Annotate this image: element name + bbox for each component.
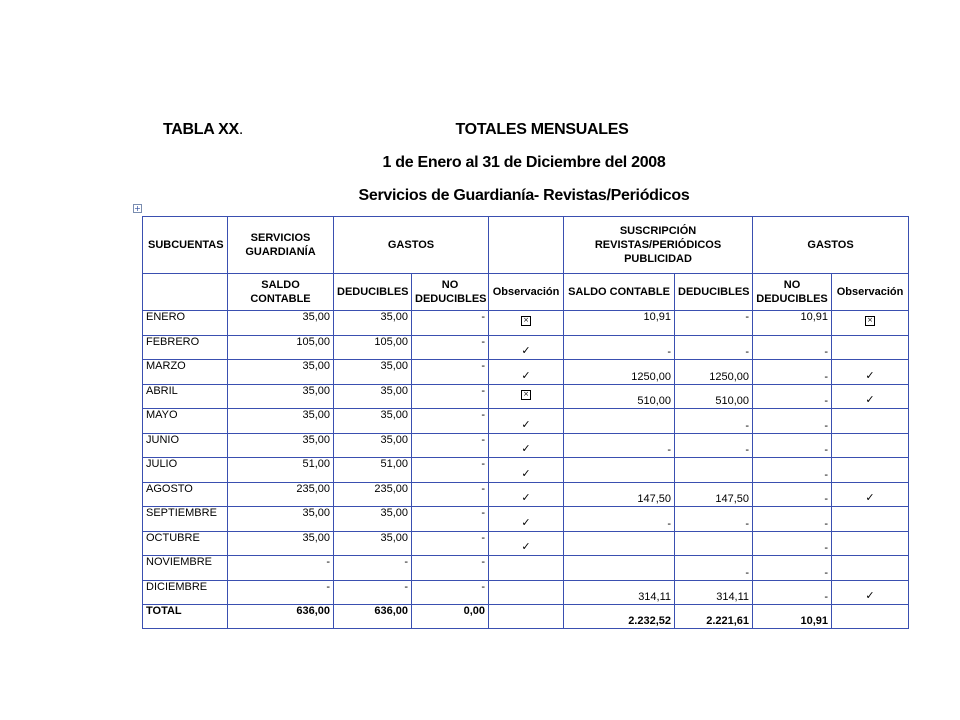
deducibles-1-cell: 35,00 bbox=[334, 311, 412, 336]
month-cell: ABRIL bbox=[143, 384, 228, 409]
check-mark-icon: ✓ bbox=[521, 368, 531, 382]
deducibles-2-cell: - bbox=[675, 433, 753, 458]
col-header-no-deducibles-1: NO DEDUCIBLES bbox=[412, 274, 489, 311]
blank-header-cell bbox=[489, 217, 564, 274]
col-header-observacion-2: Observación bbox=[832, 274, 909, 311]
check-mark-icon: ✓ bbox=[865, 589, 875, 602]
month-cell: AGOSTO bbox=[143, 482, 228, 507]
saldo-contable-2-cell: - bbox=[564, 507, 675, 532]
observacion-2-cell bbox=[832, 556, 909, 581]
observacion-2-cell bbox=[832, 580, 909, 605]
deducibles-1-cell: 235,00 bbox=[334, 482, 412, 507]
check-mark-icon: ✓ bbox=[865, 491, 875, 504]
saldo-contable-1-cell: - bbox=[228, 580, 334, 605]
saldo-contable-2-cell: - bbox=[564, 335, 675, 360]
no-deducibles-2-cell: 10,91 bbox=[753, 311, 832, 336]
saldo-contable-2-cell bbox=[564, 556, 675, 581]
page-title: TOTALES MENSUALES bbox=[455, 121, 629, 138]
deducibles-1-cell: 35,00 bbox=[334, 409, 412, 434]
observacion-1-cell bbox=[489, 384, 564, 409]
boxed-x-icon: × bbox=[521, 316, 531, 326]
saldo-contable-1-cell: 35,00 bbox=[228, 531, 334, 556]
month-cell: NOVIEMBRE bbox=[143, 556, 228, 581]
check-mark-icon: ✓ bbox=[521, 442, 531, 455]
no-deducibles-2-cell: - bbox=[753, 507, 832, 532]
saldo-contable-1-cell: 35,00 bbox=[228, 384, 334, 409]
col-header-suscripcion: SUSCRIPCIÓN REVISTAS/PERIÓDICOS PUBLICIDAD bbox=[564, 217, 753, 274]
no-deducibles-1-cell: - bbox=[412, 556, 489, 581]
month-cell: MAYO bbox=[143, 409, 228, 434]
col-header-no-deducibles-2: NO DEDUCIBLES bbox=[753, 274, 832, 311]
deducibles-1-cell: 51,00 bbox=[334, 458, 412, 483]
month-cell: SEPTIEMBRE bbox=[143, 507, 228, 532]
saldo-contable-2-cell: 314,11 bbox=[564, 580, 675, 605]
table-row bbox=[143, 360, 909, 385]
col-header-subcuentas: SUBCUENTAS bbox=[143, 217, 228, 274]
saldo-contable-2-cell: 147,50 bbox=[564, 482, 675, 507]
boxed-x-icon: × bbox=[521, 390, 531, 400]
no-deducibles-1-cell: - bbox=[412, 409, 489, 434]
saldo-contable-1-cell: 35,00 bbox=[228, 409, 334, 434]
deducibles-2-cell: - bbox=[675, 335, 753, 360]
no-deducibles-2-cell: - bbox=[753, 458, 832, 483]
no-deducibles-1-cell: - bbox=[412, 335, 489, 360]
observacion-1-cell bbox=[489, 311, 564, 336]
month-cell: FEBRERO bbox=[143, 335, 228, 360]
table-row bbox=[143, 556, 909, 581]
check-mark-icon: ✓ bbox=[521, 540, 531, 553]
total-saldo-contable-1: 636,00 bbox=[228, 605, 334, 629]
no-deducibles-2-cell: - bbox=[753, 556, 832, 581]
table-move-handle-icon[interactable]: + bbox=[134, 204, 141, 213]
no-deducibles-2-cell: - bbox=[753, 384, 832, 409]
no-deducibles-1-cell: - bbox=[412, 458, 489, 483]
no-deducibles-1-cell: - bbox=[412, 482, 489, 507]
deducibles-2-cell: 1250,00 bbox=[675, 360, 753, 385]
saldo-contable-1-cell: 35,00 bbox=[228, 433, 334, 458]
saldo-contable-1-cell: 35,00 bbox=[228, 507, 334, 532]
no-deducibles-2-cell: - bbox=[753, 433, 832, 458]
table-row bbox=[143, 335, 909, 360]
no-deducibles-1-cell: - bbox=[412, 311, 489, 336]
blank-header-cell bbox=[143, 274, 228, 311]
saldo-contable-1-cell: 105,00 bbox=[228, 335, 334, 360]
total-deducibles-1: 636,00 bbox=[334, 605, 412, 629]
table-row bbox=[143, 482, 909, 507]
col-header-deducibles-1: DEDUCIBLES bbox=[334, 274, 412, 311]
deducibles-2-cell: - bbox=[675, 409, 753, 434]
deducibles-2-cell: - bbox=[675, 311, 753, 336]
saldo-contable-2-cell bbox=[564, 458, 675, 483]
observacion-2-cell bbox=[832, 311, 909, 336]
total-deducibles-2: 2.221,61 bbox=[675, 605, 753, 629]
observacion-2-cell bbox=[832, 482, 909, 507]
deducibles-2-cell: 147,50 bbox=[675, 482, 753, 507]
table-row bbox=[143, 409, 909, 434]
deducibles-1-cell: 35,00 bbox=[334, 433, 412, 458]
observacion-1-cell bbox=[489, 458, 564, 483]
deducibles-2-cell: - bbox=[675, 556, 753, 581]
saldo-contable-2-cell: 510,00 bbox=[564, 384, 675, 409]
col-header-saldo-contable-1: SALDO CONTABLE bbox=[228, 274, 334, 311]
saldo-contable-2-cell bbox=[564, 409, 675, 434]
table-row bbox=[143, 311, 909, 336]
observacion-2-cell bbox=[832, 458, 909, 483]
deducibles-2-cell: - bbox=[675, 507, 753, 532]
observacion-1-cell bbox=[489, 580, 564, 605]
no-deducibles-1-cell: - bbox=[412, 384, 489, 409]
no-deducibles-1-cell: - bbox=[412, 507, 489, 532]
total-observacion-2 bbox=[832, 605, 909, 629]
deducibles-2-cell bbox=[675, 531, 753, 556]
observacion-2-cell bbox=[832, 531, 909, 556]
deducibles-2-cell bbox=[675, 458, 753, 483]
observacion-2-cell bbox=[832, 433, 909, 458]
no-deducibles-1-cell: - bbox=[412, 360, 489, 385]
deducibles-1-cell: 105,00 bbox=[334, 335, 412, 360]
no-deducibles-2-cell: - bbox=[753, 482, 832, 507]
deducibles-1-cell: - bbox=[334, 580, 412, 605]
observacion-2-cell bbox=[832, 507, 909, 532]
no-deducibles-1-cell: - bbox=[412, 531, 489, 556]
saldo-contable-1-cell: 51,00 bbox=[228, 458, 334, 483]
observacion-1-cell bbox=[489, 531, 564, 556]
observacion-1-cell bbox=[489, 507, 564, 532]
no-deducibles-1-cell: - bbox=[412, 433, 489, 458]
observacion-1-cell bbox=[489, 556, 564, 581]
table-row bbox=[143, 433, 909, 458]
no-deducibles-2-cell: - bbox=[753, 580, 832, 605]
date-range: 1 de Enero al 31 de Diciembre del 2008 bbox=[382, 154, 666, 171]
check-mark-icon: ✓ bbox=[865, 393, 875, 406]
no-deducibles-2-cell: - bbox=[753, 409, 832, 434]
observacion-2-cell bbox=[832, 409, 909, 434]
observacion-1-cell bbox=[489, 433, 564, 458]
no-deducibles-2-cell: - bbox=[753, 531, 832, 556]
saldo-contable-1-cell: 235,00 bbox=[228, 482, 334, 507]
page-subtitle: Servicios de Guardianía- Revistas/Periódicos bbox=[358, 187, 690, 204]
deducibles-1-cell: 35,00 bbox=[334, 384, 412, 409]
deducibles-1-cell: 35,00 bbox=[334, 360, 412, 385]
saldo-contable-2-cell: 10,91 bbox=[564, 311, 675, 336]
table-row bbox=[143, 384, 909, 409]
table-row bbox=[143, 507, 909, 532]
table-number-label: TABLA XX. bbox=[163, 121, 243, 138]
observacion-2-cell bbox=[832, 384, 909, 409]
deducibles-2-cell: 314,11 bbox=[675, 580, 753, 605]
col-header-gastos-1: GASTOS bbox=[334, 217, 489, 274]
total-saldo-contable-2: 2.232,52 bbox=[564, 605, 675, 629]
deducibles-1-cell: - bbox=[334, 556, 412, 581]
col-header-saldo-contable-2: SALDO CONTABLE bbox=[564, 274, 675, 311]
boxed-x-icon: × bbox=[865, 316, 875, 326]
no-deducibles-1-cell: - bbox=[412, 580, 489, 605]
saldo-contable-2-cell: 1250,00 bbox=[564, 360, 675, 385]
saldo-contable-1-cell: 35,00 bbox=[228, 311, 334, 336]
table-row bbox=[143, 458, 909, 483]
deducibles-1-cell: 35,00 bbox=[334, 531, 412, 556]
month-cell: OCTUBRE bbox=[143, 531, 228, 556]
saldo-contable-2-cell: - bbox=[564, 433, 675, 458]
saldo-contable-1-cell: - bbox=[228, 556, 334, 581]
no-deducibles-2-cell: - bbox=[753, 335, 832, 360]
total-row bbox=[143, 605, 909, 629]
table-row bbox=[143, 580, 909, 605]
observacion-1-cell bbox=[489, 482, 564, 507]
header-row-2 bbox=[143, 274, 909, 311]
no-deducibles-2-cell: - bbox=[753, 360, 832, 385]
observacion-1-cell bbox=[489, 409, 564, 434]
month-cell: JUNIO bbox=[143, 433, 228, 458]
col-header-servicios-guardiania: SERVICIOS GUARDIANÍA bbox=[228, 217, 334, 274]
col-header-observacion-1: Observación bbox=[489, 274, 564, 311]
check-mark-icon: ✓ bbox=[865, 368, 875, 382]
total-no-deducibles-1: 0,00 bbox=[412, 605, 489, 629]
col-header-gastos-2: GASTOS bbox=[753, 217, 909, 274]
observacion-2-cell bbox=[832, 335, 909, 360]
total-no-deducibles-2: 10,91 bbox=[753, 605, 832, 629]
check-mark-icon: ✓ bbox=[521, 491, 531, 504]
deducibles-1-cell: 35,00 bbox=[334, 507, 412, 532]
month-cell: ENERO bbox=[143, 311, 228, 336]
check-mark-icon: ✓ bbox=[521, 515, 531, 529]
month-cell: JULIO bbox=[143, 458, 228, 483]
observacion-1-cell bbox=[489, 360, 564, 385]
check-mark-icon: ✓ bbox=[521, 466, 531, 480]
total-label: TOTAL bbox=[143, 605, 228, 629]
saldo-contable-2-cell bbox=[564, 531, 675, 556]
total-observacion-1 bbox=[489, 605, 564, 629]
check-mark-icon: ✓ bbox=[521, 417, 531, 431]
observacion-1-cell bbox=[489, 335, 564, 360]
observacion-2-cell bbox=[832, 360, 909, 385]
month-cell: MARZO bbox=[143, 360, 228, 385]
deducibles-2-cell: 510,00 bbox=[675, 384, 753, 409]
month-cell: DICIEMBRE bbox=[143, 580, 228, 605]
header-row-1 bbox=[143, 217, 909, 274]
check-mark-icon: ✓ bbox=[521, 344, 531, 357]
col-header-deducibles-2: DEDUCIBLES bbox=[675, 274, 753, 311]
monthly-totals-table bbox=[142, 216, 909, 629]
saldo-contable-1-cell: 35,00 bbox=[228, 360, 334, 385]
table-row bbox=[143, 531, 909, 556]
